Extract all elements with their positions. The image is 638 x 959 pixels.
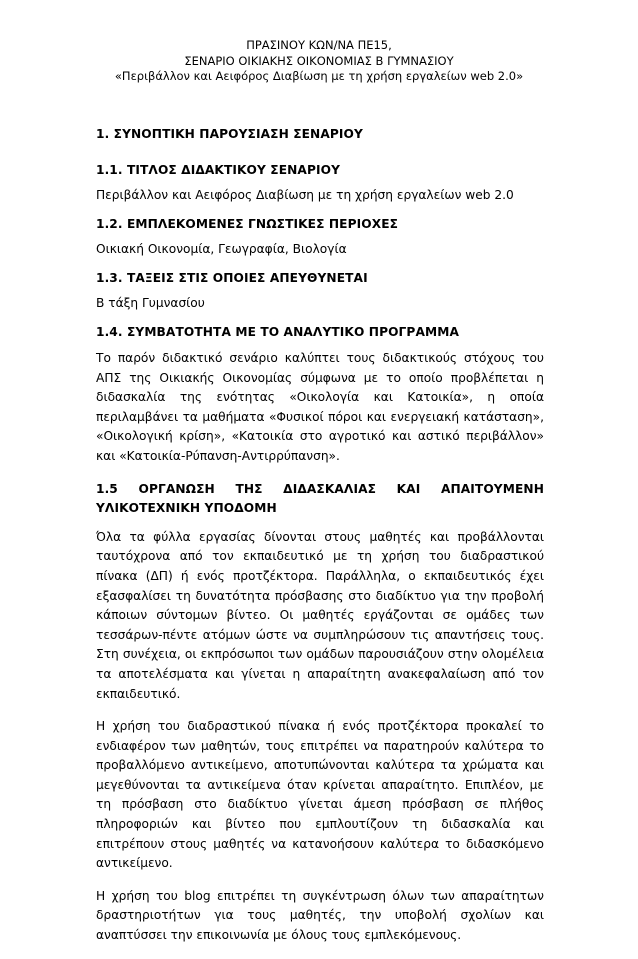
header-author: ΠΡΑΣΙΝΟΥ ΚΩΝ/ΝΑ ΠΕ15, <box>246 38 392 52</box>
section-1-5-heading: 1.5 ΟΡΓΑΝΩΣΗ ΤΗΣ ΔΙΔΑΣΚΑΛΙΑΣ ΚΑΙ ΑΠΑΙΤΟΥΜΕΝΗ ΥΛΙΚΟΤΕΧΝΙΚΗ ΥΠΟΔΟΜΗ <box>96 481 544 516</box>
section-1-2-heading: 1.2. ΕΜΠΛΕΚΟΜΕΝΕΣ ΓΝΩΣΤΙΚΕΣ ΠΕΡΙΟΧΕΣ <box>96 217 399 231</box>
section-1-4-heading: 1.4. ΣΥΜΒΑΤΟΤΗΤΑ ΜΕ ΤΟ ΑΝΑΛΥΤΙΚΟ ΠΡΟΓΡΑΜΜΑ <box>96 325 459 339</box>
header-title: «Περιβάλλον και Αειφόρος Διαβίωση με τη χρήση εργαλείων web 2.0» <box>114 69 524 83</box>
section-1-5-paragraph-2: Η χρήση του διαδραστικού πίνακα ή ενός προτζέκτορα προκαλεί το ενδιαφέρον των μαθητών, τους επιτρέπει να παρατηρούν καλύτερα το προβαλλόμενο αντικείμενο, αποτυπώνονται καλύτερα τα χρώματα και μεγεθύνονται τα αντικείμενα όταν κρίνεται απαραίτητο. Επιπλέον, με τη πρόσβαση στο διαδίκτυο γίνεται άμεση πρόσβαση σε πλήθος πληροφοριών και βίντεο που εμπλουτίζουν τη διδασκαλία και επιτρέπουν στους μαθητές να κατανοήσουν καλύτερα το διδασκόμενο αντικείμενο. <box>96 719 544 871</box>
section-1-heading: 1. ΣΥΝΟΠΤΙΚΗ ΠΑΡΟΥΣΙΑΣΗ ΣΕΝΑΡΙΟΥ <box>96 127 363 141</box>
header-subject: ΣΕΝΑΡΙΟ ΟΙΚΙΑΚΗΣ ΟΙΚΟΝΟΜΙΑΣ Β ΓΥΜΝΑΣΙΟΥ <box>184 53 454 68</box>
section-1-5-paragraph-1: Όλα τα φύλλα εργασίας δίνονται στους μαθητές και προβάλλονται ταυτόχρονα από τον εκπαιδευτικό με τη χρήση του διαδραστικού πίνακα (ΔΠ) ή ενός προτζέκτορα. Παράλληλα, ο εκπαιδευτικός έχει εξασφαλίσει τη δυνατότητα πρόσβασης στο διαδίκτυο για την προβολή κάποιων σύντομων βίντεο. Οι μαθητές εργάζονται σε ομάδες των τεσσάρων-πέντε ατόμων ώστε να συμπληρώσουν τις απαντήσεις τους. Στη συνέχεια, οι εκπρόσωποι των ομάδων παρουσιάζουν στην ολομέλεια τα αποτελέσματα και γίνεται η απαραίτητη ανακεφαλαίωση από τον εκπαιδευτικό. <box>96 529 544 701</box>
section-1-2-text: Οικιακή Οικονομία, Γεωγραφία, Βιολογία <box>96 242 347 256</box>
section-1-1-text: Περιβάλλον και Αειφόρος Διαβίωση με τη χρήση εργαλείων web 2.0 <box>96 188 514 202</box>
section-1-5-paragraph-3: Η χρήση του blog επιτρέπει τη συγκέντρωση όλων των απαραίτητων δραστηριοτήτων για τους μαθητές, την υποβολή σχολίων και αναπτύσσει την επικοινωνία με όλους τους εμπλεκόμενους. <box>96 888 544 943</box>
section-1-3-heading: 1.3. ΤΑΞΕΙΣ ΣΤΙΣ ΟΠΟΙΕΣ ΑΠΕΥΘΥΝΕΤΑΙ <box>96 271 368 285</box>
section-1-3-text: Β τάξη Γυμνασίου <box>96 296 205 310</box>
section-1-1-heading: 1.1. ΤΙΤΛΟΣ ΔΙΔΑΚΤΙΚΟΥ ΣΕΝΑΡΙΟΥ <box>96 163 341 177</box>
page-header <box>0 38 638 85</box>
document-body <box>96 126 544 959</box>
section-1-4-text: Το παρόν διδακτικό σενάριο καλύπτει τους διδακτικούς στόχους του ΑΠΣ της Οικιακής Οικονομίας σύμφωνα με το οποίο προβλέπεται η διδασκαλία της ενότητας «Οικολογία και Κατοικία», η οποία περιλαμβάνει τα μαθήματα «Φυσικοί πόροι και ενεργειακή κατάσταση», «Οικολογική κρίση», «Κατοικία στο αγροτικό και αστικό περιβάλλον» και «Κατοικία-Ρύπανση-Αντιρρύπανση». <box>96 351 544 463</box>
